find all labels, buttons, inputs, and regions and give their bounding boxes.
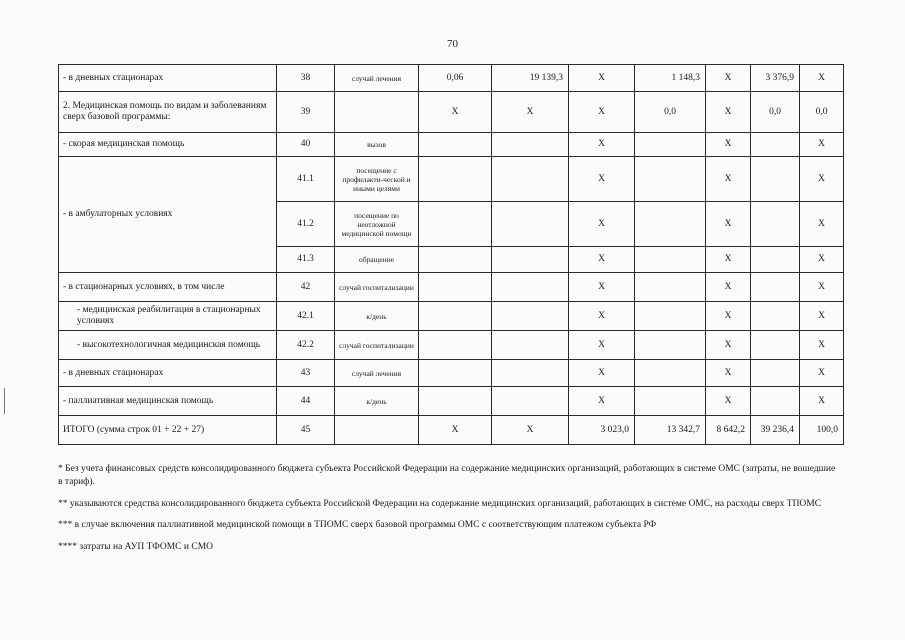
footnote: ** указываются средства консолидированного бюджета субъекта Российской Федерации на содержание медицинских организаций, работающих в системе ОМС, на расходы сверх ТПОМС	[58, 498, 822, 509]
value-cell	[492, 133, 569, 157]
value-cell: X	[706, 133, 751, 157]
value-cell: X	[800, 247, 844, 273]
value-cell: 39 236,4	[751, 416, 800, 445]
value-cell: X	[800, 331, 844, 360]
value-cell: 3 023,0	[569, 416, 635, 445]
value-cell	[419, 133, 492, 157]
value-cell	[492, 360, 569, 387]
value-cell: X	[800, 133, 844, 157]
table-row	[59, 65, 844, 92]
value-cell	[751, 157, 800, 202]
value-cell	[751, 360, 800, 387]
value-cell: X	[569, 65, 635, 92]
value-cell: X	[706, 202, 751, 247]
value-cell: 13 342,7	[635, 416, 706, 445]
unit-cell: случай госпитализации	[335, 331, 419, 360]
value-cell: X	[419, 92, 492, 133]
row-name: - в дневных стационарах	[59, 360, 277, 387]
unit-cell: вызов	[335, 133, 419, 157]
row-name: ИТОГО (сумма строк 01 + 22 + 27)	[59, 416, 277, 445]
value-cell: X	[569, 302, 635, 331]
table-row	[59, 302, 844, 331]
value-cell: X	[706, 331, 751, 360]
row-name: - в амбулаторных условиях	[59, 157, 277, 273]
value-cell	[635, 273, 706, 302]
value-cell	[492, 331, 569, 360]
value-cell: 0,0	[635, 92, 706, 133]
unit-cell: посещение по неотложной медицинской помощи	[335, 202, 419, 247]
value-cell: X	[706, 247, 751, 273]
value-cell: X	[569, 157, 635, 202]
table-row	[59, 92, 844, 133]
value-cell: X	[706, 273, 751, 302]
table-row	[59, 133, 844, 157]
value-cell: X	[569, 273, 635, 302]
row-number: 39	[277, 92, 335, 133]
margin-mark	[4, 388, 5, 414]
value-cell	[751, 133, 800, 157]
row-name: - паллиативная медицинская помощь	[59, 387, 277, 416]
unit-cell: случай лечения	[335, 360, 419, 387]
value-cell: X	[800, 273, 844, 302]
unit-cell: случай лечения	[335, 65, 419, 92]
value-cell	[635, 133, 706, 157]
value-cell	[419, 273, 492, 302]
row-number: 38	[277, 65, 335, 92]
value-cell: X	[706, 387, 751, 416]
row-number: 42	[277, 273, 335, 302]
unit-cell: к/день	[335, 387, 419, 416]
row-number: 44	[277, 387, 335, 416]
row-name: 2. Медицинская помощь по видам и заболеваниям сверх базовой программы:	[59, 92, 277, 133]
value-cell	[419, 360, 492, 387]
value-cell: X	[419, 416, 492, 445]
value-cell: 3 376,9	[751, 65, 800, 92]
value-cell	[419, 331, 492, 360]
value-cell	[751, 247, 800, 273]
table-row-total	[59, 416, 844, 445]
unit-cell: к/день	[335, 302, 419, 331]
value-cell: X	[492, 92, 569, 133]
value-cell	[751, 331, 800, 360]
value-cell	[751, 302, 800, 331]
value-cell	[419, 247, 492, 273]
value-cell: 100,0	[800, 416, 844, 445]
value-cell	[751, 387, 800, 416]
unit-cell: обращение	[335, 247, 419, 273]
unit-cell	[335, 92, 419, 133]
value-cell	[419, 202, 492, 247]
row-number: 41.3	[277, 247, 335, 273]
value-cell: 8 642,2	[706, 416, 751, 445]
value-cell	[492, 157, 569, 202]
row-number: 43	[277, 360, 335, 387]
table-row	[59, 331, 844, 360]
footnote: *** в случае включения паллиативной медицинской помощи в ТПОМС сверх базовой программы ОМС с соответствующим платежом субъекта РФ	[58, 520, 657, 531]
value-cell: 1 148,3	[635, 65, 706, 92]
financing-table	[58, 64, 844, 445]
value-cell: X	[706, 360, 751, 387]
value-cell: X	[569, 387, 635, 416]
value-cell: X	[492, 416, 569, 445]
table-row	[59, 360, 844, 387]
footnote: * Без учета финансовых средств консолидированного бюджета субъекта Российской Федерации на содержание медицинских организаций, работающих в системе ОМС (затраты, не вошедшие в тариф).	[58, 464, 836, 487]
value-cell	[492, 202, 569, 247]
page-number: 70	[447, 38, 458, 50]
table-row	[59, 157, 844, 202]
table-row	[59, 273, 844, 302]
value-cell: X	[800, 302, 844, 331]
value-cell: X	[569, 133, 635, 157]
value-cell	[492, 387, 569, 416]
row-name: - скорая медицинская помощь	[59, 133, 277, 157]
unit-cell: случай госпитализации	[335, 273, 419, 302]
value-cell: X	[800, 202, 844, 247]
value-cell	[635, 157, 706, 202]
value-cell: X	[800, 157, 844, 202]
value-cell	[492, 302, 569, 331]
row-name: - высокотехнологичная медицинская помощь	[59, 331, 277, 360]
value-cell	[751, 202, 800, 247]
unit-cell	[335, 416, 419, 445]
value-cell: X	[706, 65, 751, 92]
value-cell: X	[706, 157, 751, 202]
value-cell	[635, 302, 706, 331]
row-number: 42.1	[277, 302, 335, 331]
value-cell	[635, 247, 706, 273]
row-name: - в дневных стационарах	[59, 65, 277, 92]
value-cell	[635, 387, 706, 416]
value-cell	[492, 273, 569, 302]
value-cell: 0,0	[751, 92, 800, 133]
value-cell	[419, 302, 492, 331]
value-cell	[419, 157, 492, 202]
value-cell: X	[569, 247, 635, 273]
row-number: 40	[277, 133, 335, 157]
value-cell	[751, 273, 800, 302]
row-number: 41.2	[277, 202, 335, 247]
unit-cell: посещение с профилакти-ческой и иными целями	[335, 157, 419, 202]
row-name: - медицинская реабилитация в стационарных условиях	[59, 302, 277, 331]
row-name: - в стационарных условиях, в том числе	[59, 273, 277, 302]
footnotes	[58, 463, 838, 563]
value-cell	[492, 247, 569, 273]
row-number: 41.1	[277, 157, 335, 202]
row-number: 45	[277, 416, 335, 445]
value-cell: X	[569, 331, 635, 360]
value-cell: 19 139,3	[492, 65, 569, 92]
value-cell: 0,0	[800, 92, 844, 133]
value-cell	[419, 387, 492, 416]
value-cell	[635, 331, 706, 360]
footnote: **** затраты на АУП ТФОМС и СМО	[58, 542, 213, 553]
value-cell: X	[800, 387, 844, 416]
value-cell: X	[800, 65, 844, 92]
value-cell: X	[569, 92, 635, 133]
value-cell: 0,06	[419, 65, 492, 92]
table-row	[59, 387, 844, 416]
row-number: 42.2	[277, 331, 335, 360]
value-cell: X	[800, 360, 844, 387]
value-cell	[635, 202, 706, 247]
value-cell	[635, 360, 706, 387]
value-cell: X	[569, 202, 635, 247]
value-cell: X	[706, 302, 751, 331]
value-cell: X	[706, 92, 751, 133]
value-cell: X	[569, 360, 635, 387]
